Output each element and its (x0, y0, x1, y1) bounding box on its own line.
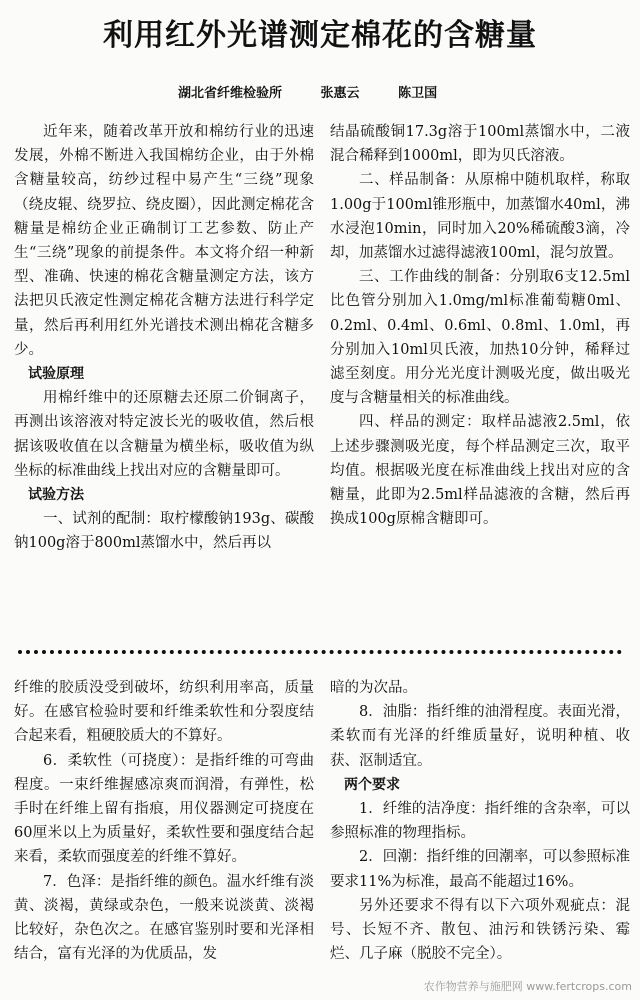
paragraph: 7．色泽：是指纤维的颜色。温水纤维有淡黄、淡褐，黄绿或杂色，一般来说淡黄、淡褐比较好，杂色次之。在感官鉴别时要和光泽相结合，富有光泽的为优质品，发 (14, 873, 314, 963)
column-top-left (14, 120, 314, 556)
paragraph-continued: 暗的为次品。 (330, 680, 417, 696)
paragraph: 一、试剂的配制：取柠檬酸钠193g、碳酸钠100g溶于800ml蒸馏水中，然后再以 (14, 511, 314, 552)
author-line (178, 82, 471, 101)
paragraph: 二、样品制备：从原棉中随机取样，称取1.00g于100ml锥形瓶中，加蒸馏水40ml，沸水浸泡10min，同时加入20%稀硫酸3滴，冷却，加蒸馏水过滤得滤液100ml，混匀放置。 (330, 172, 630, 262)
watermark: 农作物营养与施肥网 www.fertcrops.com (423, 980, 632, 993)
affiliation: 湖北省纤维检验所 (178, 86, 283, 101)
column-bottom-right (330, 676, 630, 966)
column-top-right (330, 120, 630, 531)
article-title: 利用红外光谱测定棉花的含糖量 (103, 18, 537, 53)
author-name: 陈卫国 (398, 86, 438, 101)
paragraph: 8．油脂：指纤维的油滑程度。表面光滑，柔软而有光泽的纤维质量好，说明种植、收获、沤制适宜。 (330, 704, 630, 769)
paragraph: 四、样品的测定：取样品滤液2.5ml，依上述步骤测吸光度，每个样品测定三次，取平均值。根据吸光度在标准曲线上找出对应的含糖量，此即为2.5ml样品滤液的含糖，然后再换成100g原棉含糖即可。 (330, 414, 630, 528)
paragraph: 用棉纤维中的还原糖去还原二价铜离子，再测出该溶液对特定波长光的吸收值，然后根据该吸收值在以含糖量为横坐标，吸收值为纵坐标的标准曲线上找出对应的含糖量即可。 (14, 390, 314, 479)
author-name: 张惠云 (320, 86, 360, 101)
paragraph: 另外还要求不得有以下六项外观疵点：混号、长短不齐、散包、油污和铁锈污染、霉烂、几子麻（脱胶不完全）。 (330, 897, 630, 963)
paragraph: 1．纤维的洁净度：指纤维的含杂率，可以参照标准的物理指标。 (330, 801, 630, 842)
paragraph: 三、工作曲线的制备：分别取6支12.5ml比色管分别加入1.0mg/ml标准葡萄糖0ml、0.2ml、0.4ml、0.6ml、0.8ml、1.0ml，再分别加入10ml贝氏液，加热10分钟，稀释过滤至刻度。用分光光度计测吸光度，做出吸光度与含糖量相关的标准曲线。 (330, 269, 630, 407)
paragraph-continued: 结晶硫酸铜17.3g溶于100ml蒸馏水中，二液混合稀释到1000ml，即为贝氏溶液。 (330, 124, 630, 165)
column-bottom-left (14, 676, 314, 966)
section-divider (18, 650, 622, 654)
paragraph: 2．回潮：指纤维的回潮率，可以参照标准要求11%为标准，最高不能超过16%。 (330, 849, 630, 890)
paragraph: 6．柔软性（可挠度）：是指纤维的可弯曲程度。一束纤维握感凉爽而润滑，有弹性，松手时在纤维上留有指痕，用仪器测定可挠度在60厘米以上为质量好，柔软性要和强度结合起来看，柔软而强度差的纤维不算好。 (14, 752, 314, 866)
paragraph-continued: 纤维的胶质没受到破坏，纺织利用率高，质量好。在感官检验时要和纤维柔软性和分裂度结合起来看，粗硬胶质大的不算好。 (14, 680, 314, 745)
section-heading: 试验原理 (28, 366, 84, 383)
paragraph: 近年来，随着改革开放和棉纺行业的迅速发展，外棉不断进入我国棉纺企业，由于外棉含糖量较高，纺纱过程中易产生“三绕”现象（绕皮辊、绕罗拉、绕皮圈），因此测定棉花含糖量是棉纺企业正确制订工艺参数、防止产生“三绕”现象的前提条件。本文将介绍一种新型、准确、快速的棉花含糖量测定方法，该方法把贝氏液定性测定棉花含糖方法进行科学定量，然后再利用红外光谱技术测出棉花含糖多少。 (14, 124, 314, 358)
section-heading: 两个要求 (344, 776, 400, 793)
section-heading: 试验方法 (28, 487, 84, 504)
